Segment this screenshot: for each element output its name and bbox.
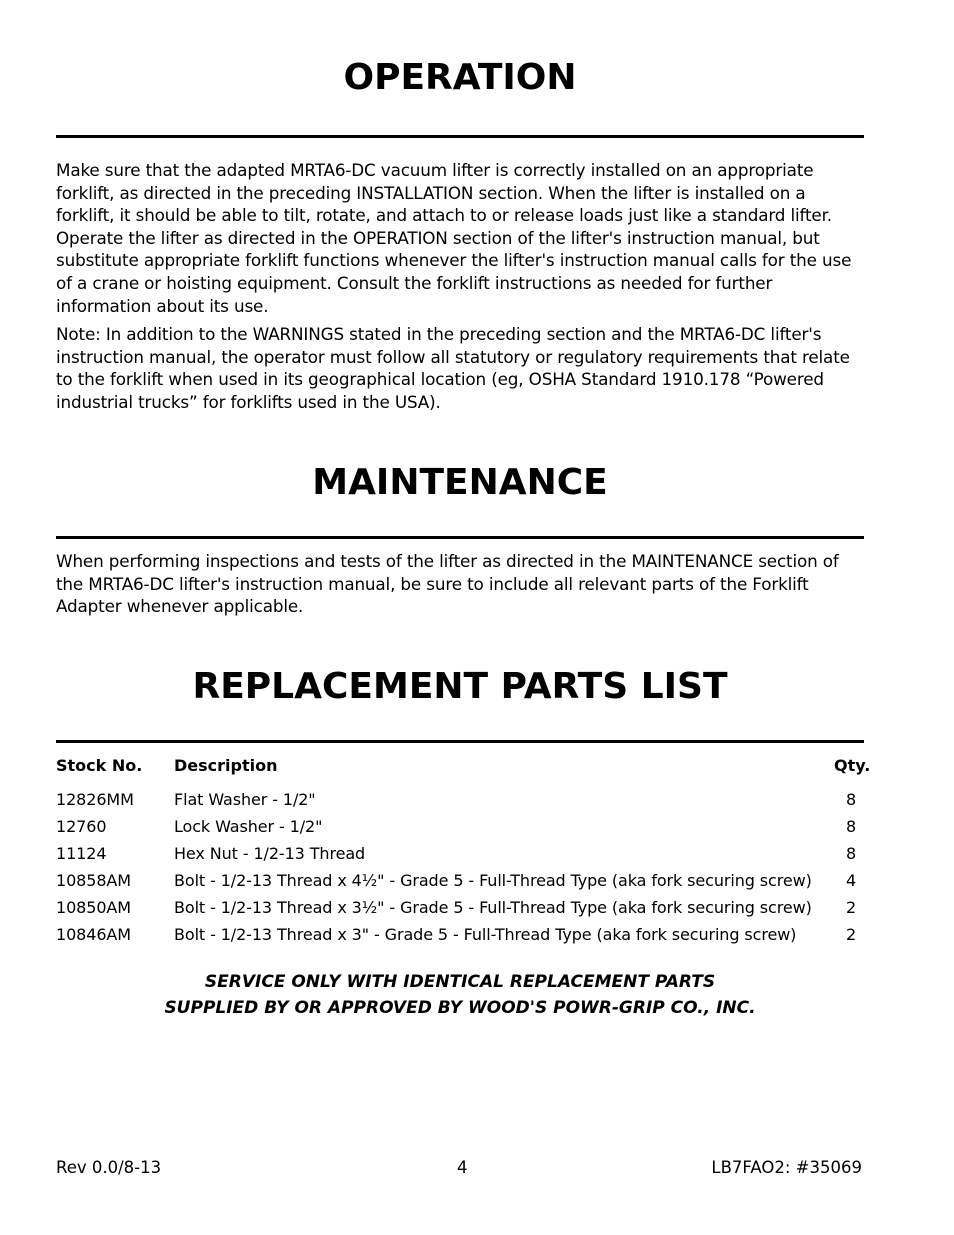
stock-number-cell: 11124: [56, 844, 107, 863]
quantity-header: Qty.: [834, 755, 871, 775]
header-spacer: [56, 778, 876, 786]
parts-list-heading: REPLACEMENT PARTS LIST: [192, 666, 728, 707]
parts-table: [56, 752, 876, 948]
stock-number-cell: 10850AM: [56, 898, 131, 917]
stock-number-header: Stock No.: [56, 755, 143, 775]
table-row: [56, 813, 876, 840]
stock-number-cell: 10858AM: [56, 871, 131, 890]
table-row: [56, 894, 876, 921]
parts-list-divider: [56, 740, 864, 743]
quantity-cell: 2: [846, 925, 857, 944]
parts-table-header-row: [56, 752, 876, 778]
operation-paragraph-2: Note: In addition to the WARNINGS stated in the preceding section and the MRTA6-DC lifter's instruction manual, the operator must follow all statutory or regulatory requirements that relate to the forklift when used in its geographical location (eg, OSHA Standard 1910.178 “Powered industrial trucks” for forklifts used in the USA).: [56, 324, 850, 412]
quantity-cell: 8: [846, 817, 857, 836]
maintenance-paragraph: When performing inspections and tests of the lifter as directed in the MAINTENANCE section of the MRTA6-DC lifter's instruction manual, be sure to include all relevant parts of the Forklift Adapter whenever applicable.: [56, 551, 839, 617]
description-cell: Bolt - 1/2-13 Thread x 3½" - Grade 5 - Full-Thread Type (aka fork securing screw): [174, 898, 812, 917]
description-cell: Flat Washer - 1/2": [174, 790, 316, 809]
maintenance-divider: [56, 536, 864, 539]
operation-heading: OPERATION: [343, 57, 577, 98]
footer-page-number: 4: [457, 1158, 468, 1177]
stock-number-cell: 12760: [56, 817, 107, 836]
operation-paragraph-1: Make sure that the adapted MRTA6-DC vacuum lifter is correctly installed on an appropriate forklift, as directed in the preceding INSTALLATION section. When the lifter is installed on a forklift, it should be able to tilt, rotate, and attach to or release loads just like a standard lifter. Operate the lifter as directed in the OPERATION section of the lifter's instruction manual, but substitute appropriate forklift functions whenever the lifter's instruction manual calls for the use of a crane or hoisting equipment. Consult the forklift instructions as needed for further information about its use.: [56, 160, 852, 316]
table-row: [56, 867, 876, 894]
description-cell: Hex Nut - 1/2-13 Thread: [174, 844, 366, 863]
quantity-cell: 8: [846, 844, 857, 863]
stock-number-cell: 10846AM: [56, 925, 131, 944]
table-row: [56, 786, 876, 813]
quantity-cell: 2: [846, 898, 857, 917]
description-cell: Lock Washer - 1/2": [174, 817, 323, 836]
description-header: Description: [174, 755, 278, 775]
service-note-line-1: SERVICE ONLY WITH IDENTICAL REPLACEMENT PARTS: [204, 972, 716, 992]
footer-revision: Rev 0.0/8-13: [56, 1158, 162, 1177]
table-row: [56, 921, 876, 948]
description-cell: Bolt - 1/2-13 Thread x 3" - Grade 5 - Full-Thread Type (aka fork securing screw): [174, 925, 797, 944]
maintenance-heading: MAINTENANCE: [312, 462, 608, 503]
stock-number-cell: 12826MM: [56, 790, 134, 809]
service-note-line-2: SUPPLIED BY OR APPROVED BY WOOD'S POWR-GRIP CO., INC.: [164, 998, 756, 1018]
description-cell: Bolt - 1/2-13 Thread x 4½" - Grade 5 - Full-Thread Type (aka fork securing screw): [174, 871, 812, 890]
quantity-cell: 4: [846, 871, 857, 890]
table-row: [56, 840, 876, 867]
operation-divider: [56, 135, 864, 138]
footer-document-id: LB7FAO2: #35069: [711, 1158, 862, 1177]
quantity-cell: 8: [846, 790, 857, 809]
